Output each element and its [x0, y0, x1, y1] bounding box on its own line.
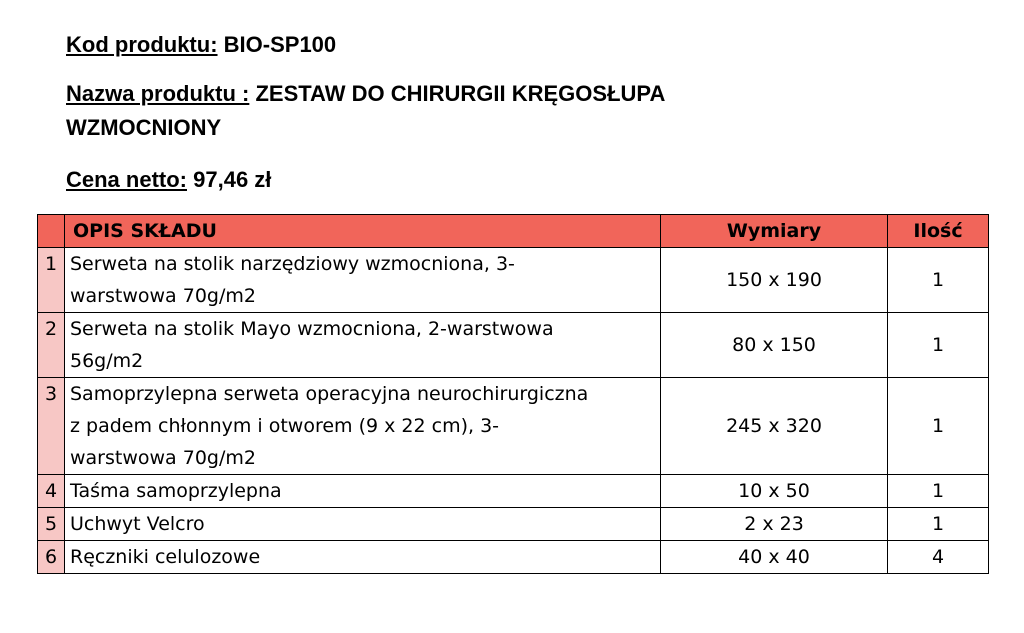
- header-quantity: Ilość: [888, 215, 989, 248]
- row-description-line: Serweta na stolik Mayo wzmocniona, 2-warstwowa: [70, 318, 554, 340]
- header-dimensions: Wymiary: [661, 215, 888, 248]
- row-number: 4: [38, 475, 65, 508]
- product-name-label: Nazwa produktu :: [66, 81, 250, 106]
- row-description-line: Ręczniki celulozowe: [70, 546, 261, 568]
- header-description: OPIS SKŁADU: [65, 215, 661, 248]
- product-code-line: [66, 30, 336, 60]
- table-row: [38, 475, 989, 508]
- price-value: 97,46 zł: [193, 167, 272, 192]
- table-row: [38, 541, 989, 574]
- row-number: 5: [38, 508, 65, 541]
- row-description: [65, 378, 661, 475]
- row-dimensions: 2 x 23: [661, 508, 888, 541]
- product-price-line: [66, 165, 271, 195]
- row-description: [65, 248, 661, 313]
- row-description-line: Serweta na stolik narzędziowy wzmocniona, 3-: [70, 253, 515, 275]
- price-label: Cena netto:: [66, 167, 187, 192]
- composition-table: [37, 214, 989, 574]
- table-row: [38, 313, 989, 378]
- row-dimensions: 10 x 50: [661, 475, 888, 508]
- row-description-line: 56g/m2: [70, 350, 144, 372]
- row-description: [65, 313, 661, 378]
- row-description-line: Taśma samoprzylepna: [70, 480, 282, 502]
- row-number: 1: [38, 248, 65, 313]
- row-quantity: 1: [888, 508, 989, 541]
- product-code-value: BIO-SP100: [223, 32, 337, 57]
- table-row: [38, 378, 989, 475]
- row-quantity: 1: [888, 248, 989, 313]
- row-quantity: 4: [888, 541, 989, 574]
- header-number-cell: [38, 215, 65, 248]
- row-description-line: z padem chłonnym i otworem (9 x 22 cm), 3-: [70, 415, 500, 437]
- row-description: [65, 541, 661, 574]
- row-dimensions: 245 x 320: [661, 378, 888, 475]
- row-description: [65, 475, 661, 508]
- row-description: [65, 508, 661, 541]
- row-description-line: warstwowa 70g/m2: [70, 447, 256, 469]
- table-row: [38, 248, 989, 313]
- row-description-line: Samoprzylepna serweta operacyjna neurochirurgiczna: [70, 383, 589, 405]
- row-dimensions: 40 x 40: [661, 541, 888, 574]
- table-header-row: [38, 215, 989, 248]
- row-dimensions: 80 x 150: [661, 313, 888, 378]
- row-description-line: warstwowa 70g/m2: [70, 285, 256, 307]
- product-code-label: Kod produktu:: [66, 32, 218, 57]
- row-quantity: 1: [888, 475, 989, 508]
- product-name-line: [66, 79, 665, 109]
- row-number: 3: [38, 378, 65, 475]
- row-number: 6: [38, 541, 65, 574]
- product-name-line-2: [66, 113, 221, 143]
- row-description-line: Uchwyt Velcro: [70, 513, 205, 535]
- row-quantity: 1: [888, 313, 989, 378]
- row-dimensions: 150 x 190: [661, 248, 888, 313]
- row-quantity: 1: [888, 378, 989, 475]
- product-name-value-continued: WZMOCNIONY: [66, 115, 222, 140]
- row-number: 2: [38, 313, 65, 378]
- product-name-value: ZESTAW DO CHIRURGII KRĘGOSŁUPA: [255, 81, 666, 106]
- table-row: [38, 508, 989, 541]
